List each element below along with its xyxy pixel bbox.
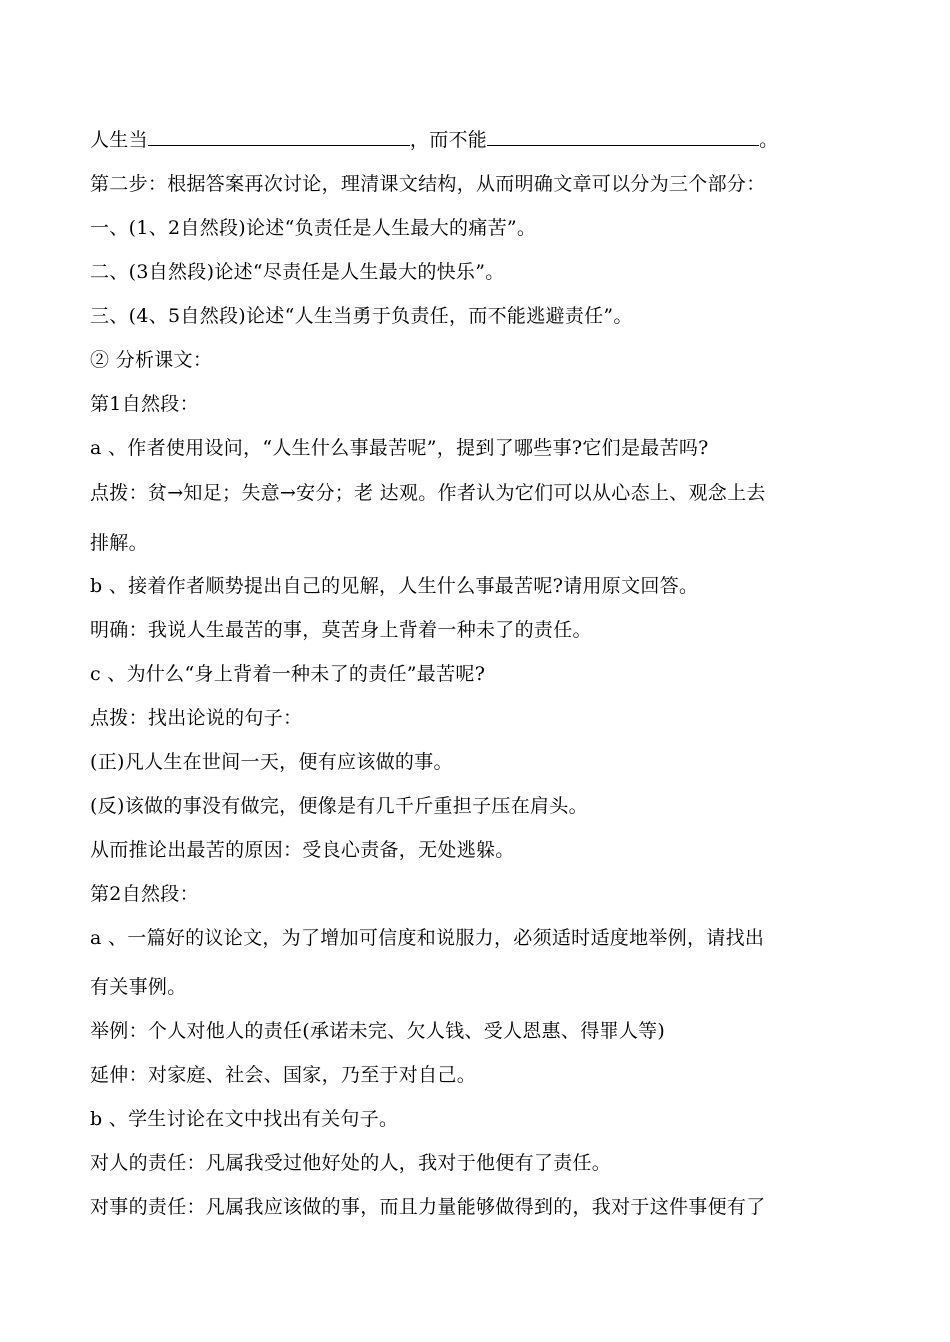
text-line: 第二步：根据答案再次讨论，理清课文结构，从而明确文章可以分为三个部分： xyxy=(90,173,766,195)
text-line: 对人的责任：凡属我受过他好处的人，我对于他便有了责任。 xyxy=(90,1152,612,1174)
answer-blank-1 xyxy=(148,129,410,146)
text-line: 从而推论出最苦的原因：受良心责备，无处逃躲。 xyxy=(90,839,515,861)
text-line: ② 分析课文： xyxy=(90,349,213,371)
text-line: b 、接着作者顺势提出自己的见解，人生什么事最苦呢?请用原文回答。 xyxy=(90,575,699,597)
text-line: a 、作者使用设问，“人生什么事最苦呢”，提到了哪些事?它们是最苦吗? xyxy=(90,437,709,459)
text-line: 二、(3自然段)论述“尽责任是人生最大的快乐”。 xyxy=(90,261,505,283)
text-line: (反)该做的事没有做完，便像是有几千斤重担子压在肩头。 xyxy=(90,795,588,817)
text-line: 举例：个人对他人的责任(承诺未完、欠人钱、受人恩惠、得罪人等) xyxy=(90,1020,666,1042)
blank-middle: ，而不能 xyxy=(409,129,488,151)
text-line: b 、学生讨论在文中找出有关句子。 xyxy=(90,1108,399,1130)
text-line: 有关事例。 xyxy=(90,976,187,998)
answer-blank-2 xyxy=(487,129,759,146)
text-line: 一、(1、2自然段)论述“负责任是人生最大的痛苦”。 xyxy=(90,217,537,239)
blank-suffix: 。 xyxy=(759,129,779,151)
text-line: 点拨：贫→知足；失意→安分；老 达观。作者认为它们可以从心态上、观念上去 xyxy=(90,482,766,504)
text-line: 第2自然段： xyxy=(90,883,199,905)
blank-prefix: 人生当 xyxy=(90,129,148,151)
text-line: 排解。 xyxy=(90,532,148,554)
text-line: 点拨：找出论说的句子： xyxy=(90,707,303,729)
text-line: 对事的责任：凡属我应该做的事，而且力量能够做得到的，我对于这件事便有了 xyxy=(90,1196,766,1218)
text-line: 延伸：对家庭、社会、国家，乃至于对自己。 xyxy=(90,1064,477,1086)
text-line: 第1自然段： xyxy=(90,393,199,415)
text-line: (正)凡人生在世间一天，便有应该做的事。 xyxy=(90,751,453,773)
text-line: a 、一篇好的议论文，为了增加可信度和说服力，必须适时适度地举例，请找出 xyxy=(90,927,765,949)
text-line: 三、(4、5自然段)论述“人生当勇于负责任，而不能逃避责任”。 xyxy=(90,305,633,327)
text-line-fill-blank xyxy=(90,128,778,152)
text-line: c 、为什么“身上背着一种未了的责任”最苦呢? xyxy=(90,663,486,685)
text-line: 明确：我说人生最苦的事，莫苦身上背着一种未了的责任。 xyxy=(90,619,592,641)
